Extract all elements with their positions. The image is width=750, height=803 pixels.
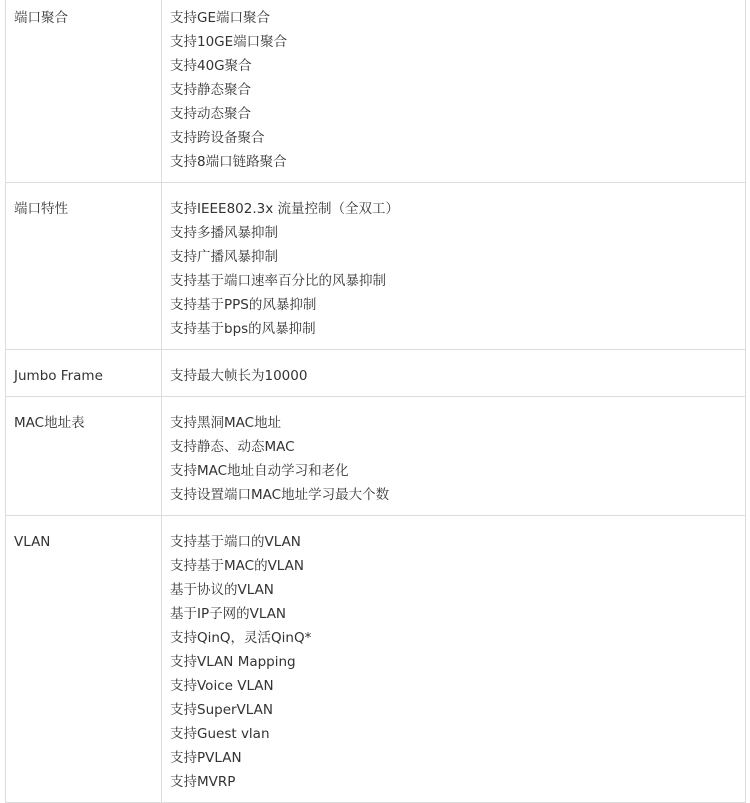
- value-line: 基于IP子网的VLAN: [170, 606, 287, 622]
- value-line: 支持基于MAC的VLAN: [170, 558, 304, 574]
- value-line: 支持静态聚合: [170, 82, 251, 98]
- row-values: [162, 0, 746, 183]
- table-row-port-aggregation: [6, 0, 746, 183]
- value-line: 支持QinQ，灵活QinQ*: [170, 630, 312, 646]
- row-values: [162, 397, 746, 516]
- value-line: 支持跨设备聚合: [170, 130, 265, 146]
- row-values: [162, 516, 746, 803]
- value-line: 支持多播风暴抑制: [170, 225, 278, 241]
- value-line: 支持动态聚合: [170, 106, 251, 122]
- spec-table: [5, 0, 746, 803]
- value-line: 支持IEEE802.3x 流量控制（全双工）: [170, 201, 399, 217]
- value-line: 支持PVLAN: [170, 750, 242, 766]
- value-line: 支持基于端口速率百分比的风暴抑制: [170, 273, 386, 289]
- row-label: MAC地址表: [6, 397, 162, 516]
- table-row-mac-table: [6, 397, 746, 516]
- row-label: Jumbo Frame: [6, 350, 162, 397]
- value-line: 支持基于PPS的风暴抑制: [170, 297, 317, 313]
- value-line: 支持设置端口MAC地址学习最大个数: [170, 487, 390, 503]
- row-values: [162, 350, 746, 397]
- row-values: [162, 183, 746, 350]
- value-line: 支持VLAN Mapping: [170, 654, 296, 670]
- value-line: 支持广播风暴抑制: [170, 249, 278, 265]
- value-line: 支持基于端口的VLAN: [170, 534, 301, 550]
- value-line: 支持MVRP: [170, 774, 236, 790]
- value-line: 支持Voice VLAN: [170, 678, 274, 694]
- table-row-port-features: [6, 183, 746, 350]
- value-line: 基于协议的VLAN: [170, 582, 274, 598]
- value-line: 支持Guest vlan: [170, 726, 270, 742]
- value-line: 支持SuperVLAN: [170, 702, 273, 718]
- value-line: 支持MAC地址自动学习和老化: [170, 463, 349, 479]
- value-line: 支持8端口链路聚合: [170, 154, 287, 170]
- value-line: 支持10GE端口聚合: [170, 34, 288, 50]
- table-row-jumbo-frame: [6, 350, 746, 397]
- value-line: 支持GE端口聚合: [170, 10, 270, 26]
- table-row-vlan: [6, 516, 746, 803]
- value-line: 支持基于bps的风暴抑制: [170, 321, 316, 337]
- value-line: 支持40G聚合: [170, 58, 252, 74]
- value-line: 支持最大帧长为10000: [170, 368, 308, 384]
- value-line: 支持黑洞MAC地址: [170, 415, 282, 431]
- value-line: 支持静态、动态MAC: [170, 439, 295, 455]
- row-label: 端口特性: [6, 183, 162, 350]
- row-label: 端口聚合: [6, 0, 162, 183]
- row-label: VLAN: [6, 516, 162, 803]
